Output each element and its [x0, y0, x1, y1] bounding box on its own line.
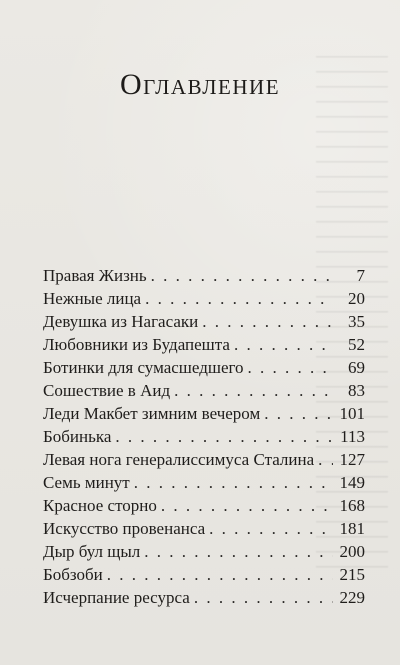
toc-entry — [43, 517, 365, 540]
toc-entry — [43, 356, 365, 379]
toc-entry — [43, 402, 365, 425]
toc-entry — [43, 494, 365, 517]
dot-leader — [318, 448, 333, 471]
toc-entry-title: Искусство провенанса — [43, 519, 206, 538]
toc-entry-page: 168 — [339, 496, 365, 515]
toc-entry-page: 200 — [339, 542, 365, 561]
toc-entry — [43, 586, 365, 609]
toc-entry-title: Девушка из Нагасаки — [43, 312, 199, 331]
toc-entry-page: 113 — [340, 427, 365, 446]
toc-entry-page: 20 — [348, 289, 365, 308]
dot-leader — [134, 471, 333, 494]
dot-leader — [144, 540, 333, 563]
toc-entry — [43, 471, 365, 494]
toc-entry-page: 101 — [339, 404, 365, 423]
toc-entry — [43, 310, 365, 333]
toc-entry — [43, 563, 365, 586]
dot-leader — [234, 333, 333, 356]
toc-entry-page: 52 — [348, 335, 365, 354]
toc-entry-page: 181 — [339, 519, 365, 538]
toc-entry-page: 69 — [348, 358, 365, 377]
toc-entry-title: Бобинька — [43, 427, 112, 446]
dot-leader — [202, 310, 333, 333]
dot-leader — [209, 517, 333, 540]
toc-entry-page: 83 — [348, 381, 365, 400]
toc-entry — [43, 287, 365, 310]
toc-entry-title: Семь минут — [43, 473, 130, 492]
toc-entry-title: Любовники из Будапешта — [43, 335, 230, 354]
toc-entry-title: Ботинки для сумасшедшего — [43, 358, 244, 377]
toc-entry-page: 215 — [339, 565, 365, 584]
toc-entry-title: Нежные лица — [43, 289, 142, 308]
toc-entry-title: Левая нога генералиссимуса Сталина — [43, 450, 315, 469]
toc-entry-title: Леди Макбет зимним вечером — [43, 404, 261, 423]
dot-leader — [145, 287, 333, 310]
toc-entry-page: 229 — [339, 588, 365, 607]
toc-entry-page: 127 — [339, 450, 365, 469]
toc-entry — [43, 333, 365, 356]
toc-entry-page: 149 — [339, 473, 365, 492]
dot-leader — [264, 402, 333, 425]
toc-entry — [43, 264, 365, 287]
toc-entry — [43, 448, 365, 471]
toc-entry-title: Сошествие в Аид — [43, 381, 171, 400]
dot-leader — [174, 379, 333, 402]
toc-entry-title: Дыр бул щыл — [43, 542, 141, 561]
toc-entry-title: Красное сторно — [43, 496, 157, 515]
toc-entry-page: 7 — [356, 266, 365, 285]
toc-entry-title: Исчерпание ресурса — [43, 588, 190, 607]
toc-entry-title: Правая Жизнь — [43, 266, 147, 285]
toc-entry-title: Бобзоби — [43, 565, 103, 584]
page-title: Оглавление — [119, 68, 281, 102]
dot-leader — [115, 425, 333, 448]
dot-leader — [107, 563, 333, 586]
toc-entry — [43, 379, 365, 402]
dot-leader — [151, 264, 333, 287]
dot-leader — [194, 586, 333, 609]
toc-entry — [43, 425, 365, 448]
toc-entry-page: 35 — [348, 312, 365, 331]
table-of-contents — [43, 264, 365, 609]
toc-entry — [43, 540, 365, 563]
dot-leader — [161, 494, 333, 517]
dot-leader — [248, 356, 333, 379]
